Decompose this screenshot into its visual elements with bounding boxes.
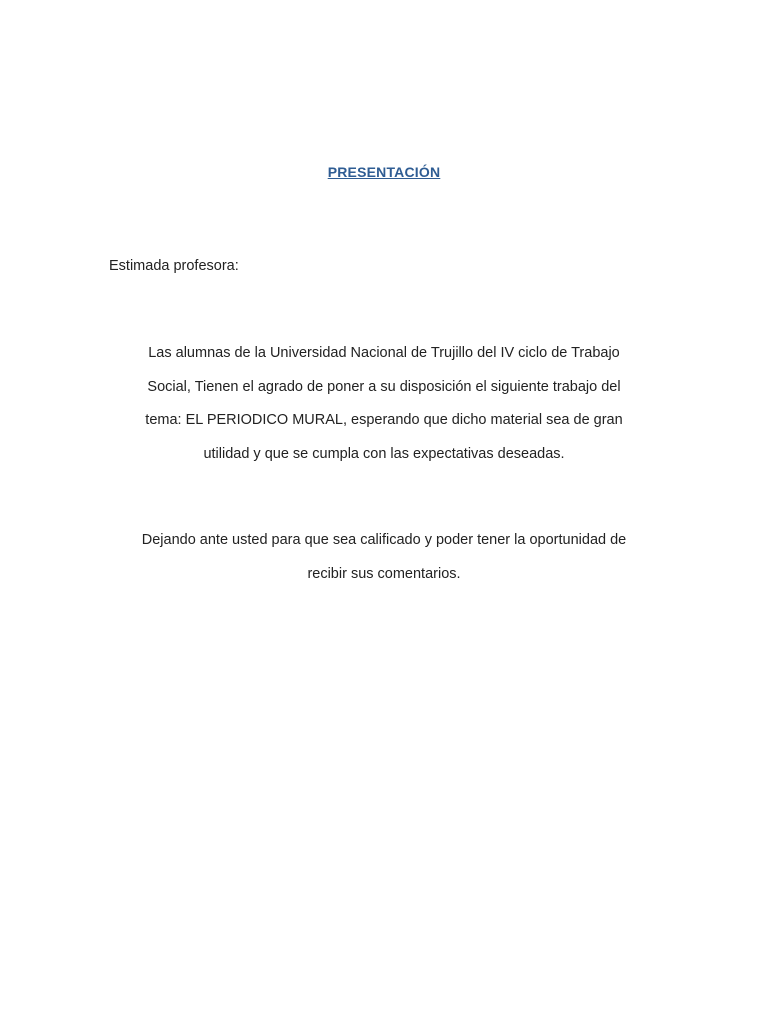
paragraph-line: Las alumnas de la Universidad Nacional de Trujillo del IV ciclo de Trabajo	[148, 345, 620, 361]
paragraph-line: recibir sus comentarios.	[307, 565, 461, 582]
paragraph-line: tema: EL PERIODICO MURAL, esperando que dicho material sea de gran	[145, 412, 623, 429]
page-title: PRESENTACIÓN	[327, 164, 441, 180]
paragraph-line: Social, Tienen el agrado de poner a su disposición el siguiente trabajo del	[147, 378, 621, 395]
paragraph-presentation	[118, 337, 650, 471]
salutation: Estimada profesora:	[109, 258, 239, 274]
paragraph-line: Dejando ante usted para que sea calificado y poder tener la oportunidad de	[141, 532, 627, 548]
paragraph-closing	[118, 524, 650, 591]
paragraph-line: utilidad y que se cumpla con las expectativas deseadas.	[203, 445, 565, 462]
